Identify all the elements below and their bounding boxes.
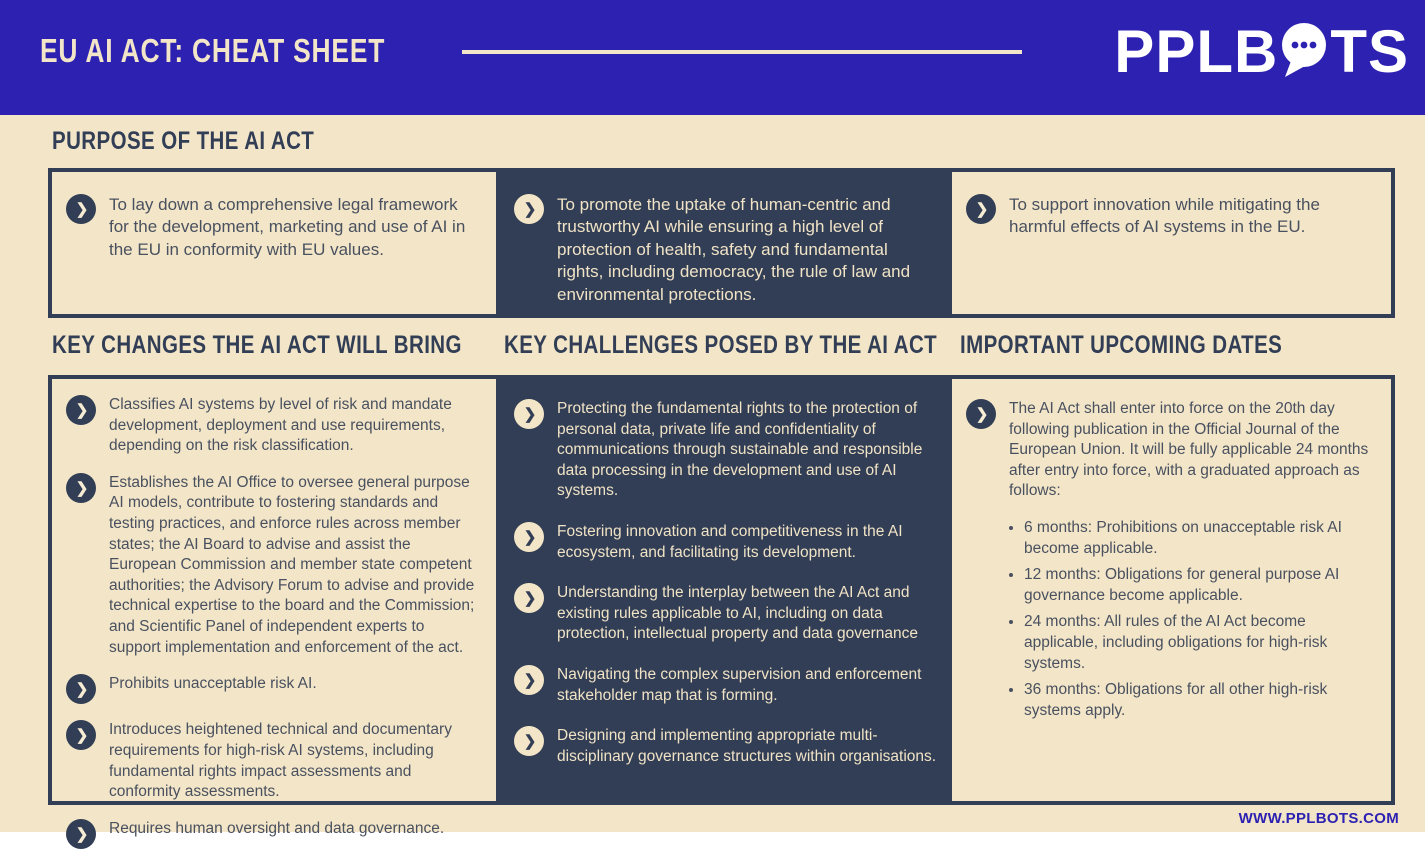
- list-item: [952, 399, 1391, 502]
- speech-bubble-icon: [1277, 21, 1331, 89]
- page-title: EU AI ACT: CHEAT SHEET: [40, 32, 386, 69]
- chevron-circle-icon: ❯: [966, 399, 996, 429]
- purpose-column-1: [52, 172, 496, 314]
- chevron-circle-icon: ❯: [66, 395, 96, 425]
- key-changes-column: [52, 379, 496, 843]
- list-item: [952, 194, 1391, 239]
- key-change-text: Requires human oversight and data governance.: [109, 819, 445, 837]
- milestone-item: • 24 months: All rules of the AI Act become applicable, including obligations for high-risk systems.: [1024, 612, 1361, 674]
- key-challenges-heading: KEY CHALLENGES POSED BY THE AI ACT: [504, 331, 938, 359]
- purpose-item-text: To support innovation while mitigating the harmful effects of AI systems in the EU.: [1009, 195, 1320, 237]
- milestone-item: • 36 months: Obligations for all other high-risk systems apply.: [1024, 680, 1361, 721]
- key-challenge-text: Understanding the interplay between the AI Act and existing rules applicable to AI, including on data protection, intellectual property and data governance: [557, 584, 919, 643]
- purpose-column-3: [952, 172, 1391, 314]
- key-challenge-text: Designing and implementing appropriate multi-disciplinary governance structures within organisations.: [557, 727, 937, 765]
- list-item: [496, 726, 952, 767]
- key-change-text: Establishes the AI Office to oversee general purpose AI models, contribute to fostering standards and testing practices, and enforce rules across member states; the AI Board to advise and assist the European Commission and member state competent authorities; the Advisory Forum to advise and provide technical expertise to the board and the Commission; and Scientific Panel of independent experts to support implementation and enforcement of the act.: [109, 473, 475, 656]
- key-changes-heading: KEY CHANGES THE AI ACT WILL BRING: [52, 331, 462, 359]
- list-item: [52, 395, 496, 457]
- purpose-item-text: To promote the uptake of human-centric and trustworthy AI while ensuring a high level of protection of health, safety and fundamental rights, including democracy, the rule of law and environmental protections.: [557, 195, 911, 304]
- key-challenges-column: [496, 379, 952, 801]
- key-challenge-text: Fostering innovation and competitiveness in the AI ecosystem, and facilitating its development.: [557, 523, 903, 561]
- list-item: [52, 819, 496, 849]
- chevron-circle-icon: ❯: [66, 819, 96, 849]
- list-item: [52, 720, 496, 802]
- chevron-circle-icon: ❯: [66, 473, 96, 503]
- list-item: [52, 194, 496, 261]
- purpose-section-heading: PURPOSE OF THE AI ACT: [52, 127, 315, 155]
- header-band: [0, 0, 1425, 115]
- key-change-text: Classifies AI systems by level of risk and mandate development, deployment and use requirements, depending on the risk classification.: [109, 396, 452, 455]
- purpose-column-2: [496, 172, 952, 314]
- list-item: [496, 522, 952, 563]
- list-item: [496, 194, 952, 306]
- logo-text-right: TS: [1330, 18, 1409, 85]
- list-item: [496, 583, 952, 645]
- chevron-circle-icon: ❯: [514, 194, 544, 224]
- chevron-circle-icon: ❯: [514, 726, 544, 756]
- pplbots-logo: [1114, 18, 1409, 86]
- milestones-list: [1024, 518, 1361, 721]
- website-link[interactable]: WWW.PPLBOTS.COM: [1238, 810, 1399, 827]
- milestone-item: • 6 months: Prohibitions on unacceptable risk AI become applicable.: [1024, 518, 1361, 559]
- dates-intro-text: The AI Act shall enter into force on the 20th day following publication in the Official Journal of the European Union. It will be fully applicable 24 months after entry into force, with a graduated approach as follows:: [1009, 400, 1369, 500]
- chevron-circle-icon: ❯: [514, 665, 544, 695]
- list-item: [496, 665, 952, 706]
- purpose-box: [48, 168, 1395, 318]
- upcoming-dates-heading: IMPORTANT UPCOMING DATES: [960, 331, 1283, 359]
- key-challenge-text: Navigating the complex supervision and enforcement stakeholder map that is forming.: [557, 666, 922, 704]
- key-change-text: Prohibits unacceptable risk AI.: [109, 675, 317, 693]
- logo-text-left: PPLB: [1114, 18, 1279, 85]
- chevron-circle-icon: ❯: [966, 194, 996, 224]
- purpose-item-text: To lay down a comprehensive legal framework for the development, marketing and use of AI in the EU in conformity with EU values.: [109, 195, 466, 259]
- milestone-item: • 12 months: Obligations for general purpose AI governance become applicable.: [1024, 565, 1361, 606]
- chevron-circle-icon: ❯: [514, 583, 544, 613]
- list-item: [52, 473, 496, 658]
- upcoming-dates-column: [952, 379, 1391, 801]
- chevron-circle-icon: ❯: [514, 399, 544, 429]
- header-divider-line: [462, 50, 1022, 54]
- chevron-circle-icon: ❯: [514, 522, 544, 552]
- list-item: [496, 399, 952, 502]
- chevron-circle-icon: ❯: [66, 674, 96, 704]
- key-challenge-text: Protecting the fundamental rights to the protection of personal data, private life and confidentiality of communications through sustainable and responsible data processing in the development and use of AI systems.: [557, 400, 923, 500]
- chevron-circle-icon: ❯: [66, 194, 96, 224]
- key-change-text: Introduces heightened technical and documentary requirements for high-risk AI systems, including fundamental rights impact assessments and conformity assessments.: [109, 721, 452, 801]
- list-item: [52, 674, 496, 704]
- chevron-circle-icon: ❯: [66, 720, 96, 750]
